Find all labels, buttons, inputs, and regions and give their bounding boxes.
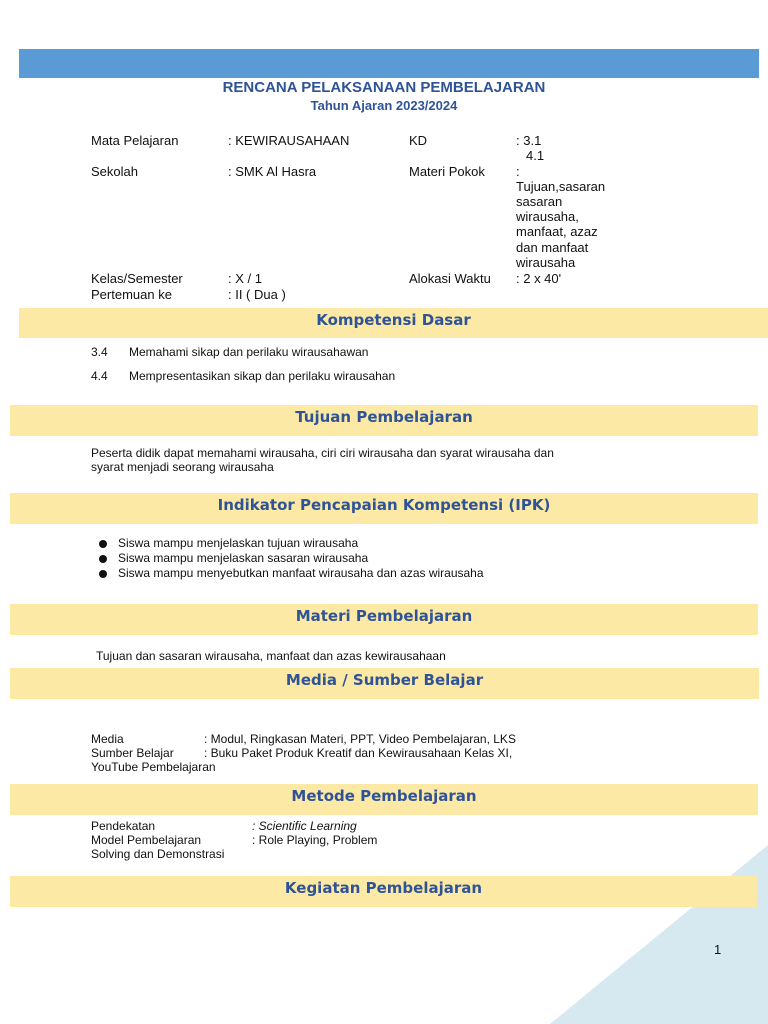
pertemuan-label: Pertemuan ke <box>91 287 172 302</box>
alokasi-value: : 2 x 40' <box>516 271 562 286</box>
ipk-item: Siswa mampu menjelaskan tujuan wirausaha <box>118 536 359 550</box>
kd-text: Memahami sikap dan perilaku wirausahawan <box>129 345 369 359</box>
kd-number: 3.4 <box>91 345 108 359</box>
materi-pokok-line: : <box>516 164 520 179</box>
materi-text: Tujuan dan sasaran wirausaha, manfaat dan azas kewirausahaan <box>96 649 446 663</box>
sekolah-value: : SMK Al Hasra <box>228 164 317 179</box>
mapel-value: : KEWIRAUSAHAAN <box>228 133 350 148</box>
section-kompetensi-dasar: Kompetensi Dasar <box>19 308 768 338</box>
page-number: 1 <box>714 942 722 957</box>
kelas-label: Kelas/Semester <box>91 271 183 286</box>
materi-pokok-line: wirausaha <box>516 255 576 270</box>
kd-value-2: 4.1 <box>526 148 545 163</box>
model-continued: Solving dan Demonstrasi <box>91 847 225 861</box>
kd-text: Mempresentasikan sikap dan perilaku wirausahan <box>129 369 396 383</box>
model-value: : Role Playing, Problem <box>252 833 378 847</box>
section-tujuan-pembelajaran: Tujuan Pembelajaran <box>10 405 758 436</box>
top-header-bar <box>19 49 759 78</box>
materi-pokok-label: Materi Pokok <box>409 164 485 179</box>
corner-decoration <box>550 845 768 1024</box>
sumber-label: Sumber Belajar <box>91 746 174 760</box>
bullet-icon <box>99 555 107 563</box>
kelas-value: : X / 1 <box>228 271 262 286</box>
bullet-icon <box>99 570 107 578</box>
sumber-value: : Buku Paket Produk Kreatif dan Kewirausahaan Kelas XI, <box>204 746 513 760</box>
section-materi-pembelajaran: Materi Pembelajaran <box>10 604 758 635</box>
mapel-label: Mata Pelajaran <box>91 133 179 148</box>
kd-number: 4.4 <box>91 369 108 383</box>
ipk-item: Siswa mampu menjelaskan sasaran wirausaha <box>118 551 369 565</box>
alokasi-label: Alokasi Waktu <box>409 271 491 286</box>
pendekatan-label: Pendekatan <box>91 819 156 833</box>
section-kegiatan-pembelajaran: Kegiatan Pembelajaran <box>10 876 757 907</box>
materi-pokok-line: wirausaha, <box>516 209 579 224</box>
sekolah-label: Sekolah <box>91 164 138 179</box>
kd-label: KD <box>409 133 428 148</box>
tujuan-line: Peserta didik dapat memahami wirausaha, ciri ciri wirausaha dan syarat wirausaha dan <box>91 446 554 460</box>
document-title: RENCANA PELAKSANAAN PEMBELAJARAN <box>222 79 546 96</box>
academic-year: Tahun Ajaran 2023/2024 <box>310 98 458 113</box>
media-value: : Modul, Ringkasan Materi, PPT, Video Pembelajaran, LKS <box>204 732 516 746</box>
materi-pokok-line: sasaran <box>516 194 563 209</box>
section-ipk: Indikator Pencapaian Kompetensi (IPK) <box>10 493 758 524</box>
media-label: Media <box>91 732 124 746</box>
pertemuan-value: : II ( Dua ) <box>228 287 286 302</box>
section-media-sumber: Media / Sumber Belajar <box>10 668 759 699</box>
materi-pokok-line: Tujuan,sasaran <box>516 179 606 194</box>
materi-pokok-line: dan manfaat <box>516 240 589 255</box>
bullet-icon <box>99 540 107 548</box>
model-label: Model Pembelajaran <box>91 833 202 847</box>
sumber-continued: YouTube Pembelajaran <box>91 760 216 774</box>
ipk-item: Siswa mampu menyebutkan manfaat wirausaha dan azas wirausaha <box>118 566 484 580</box>
kd-value-1: : 3.1 <box>516 133 542 148</box>
pendekatan-value: : Scientific Learning <box>252 819 357 833</box>
materi-pokok-line: manfaat, azaz <box>516 224 598 239</box>
section-metode-pembelajaran: Metode Pembelajaran <box>10 784 758 815</box>
tujuan-line: syarat menjadi seorang wirausaha <box>91 460 274 474</box>
